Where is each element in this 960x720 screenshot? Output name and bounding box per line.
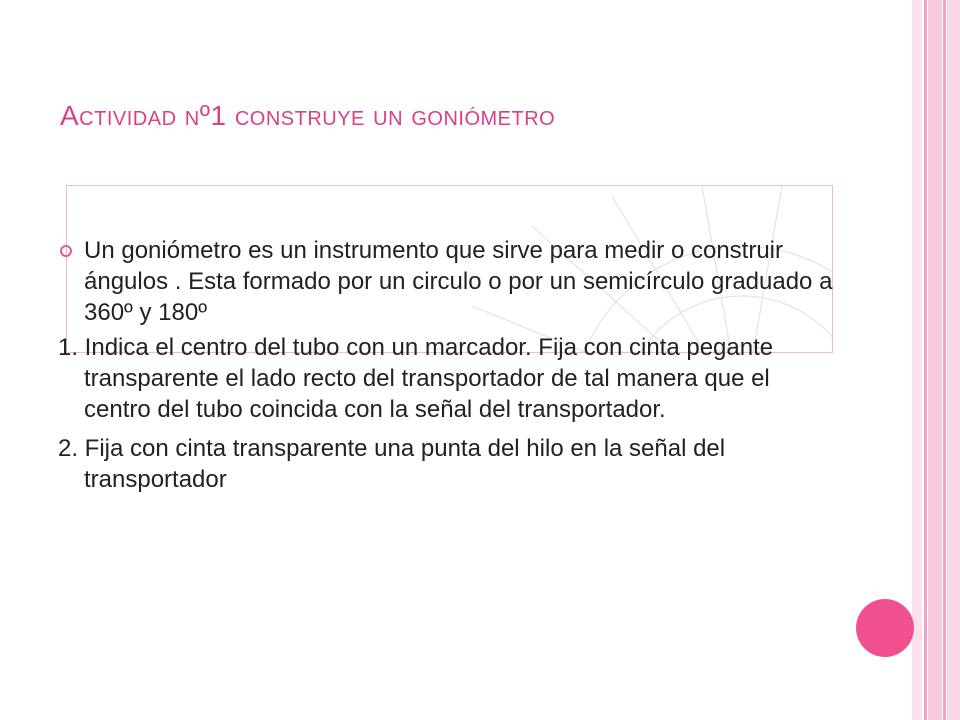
slide-body (58, 235, 838, 495)
ring-bullet-icon (60, 245, 72, 257)
decorative-stripes (912, 0, 960, 720)
bullet-text: Un goniómetro es un instrumento que sirve para medir o construir ángulos . Esta formado por un circulo o por un semicírculo graduado a 360º y 180º (84, 237, 833, 326)
step-2: 2. Fija con cinta transparente una punta del hilo en la señal del transportador (58, 435, 726, 493)
slide-title: Actividad nº1 construye un goniómetro (60, 100, 556, 131)
bullet-item (58, 235, 838, 328)
circle-dot-icon (856, 599, 914, 657)
step-1: 1. Indica el centro del tubo con un marcador. Fija con cinta pegante transparente el lado recto del transportador de tal manera que el centro del tubo coincida con la señal del transportador. (58, 334, 774, 423)
